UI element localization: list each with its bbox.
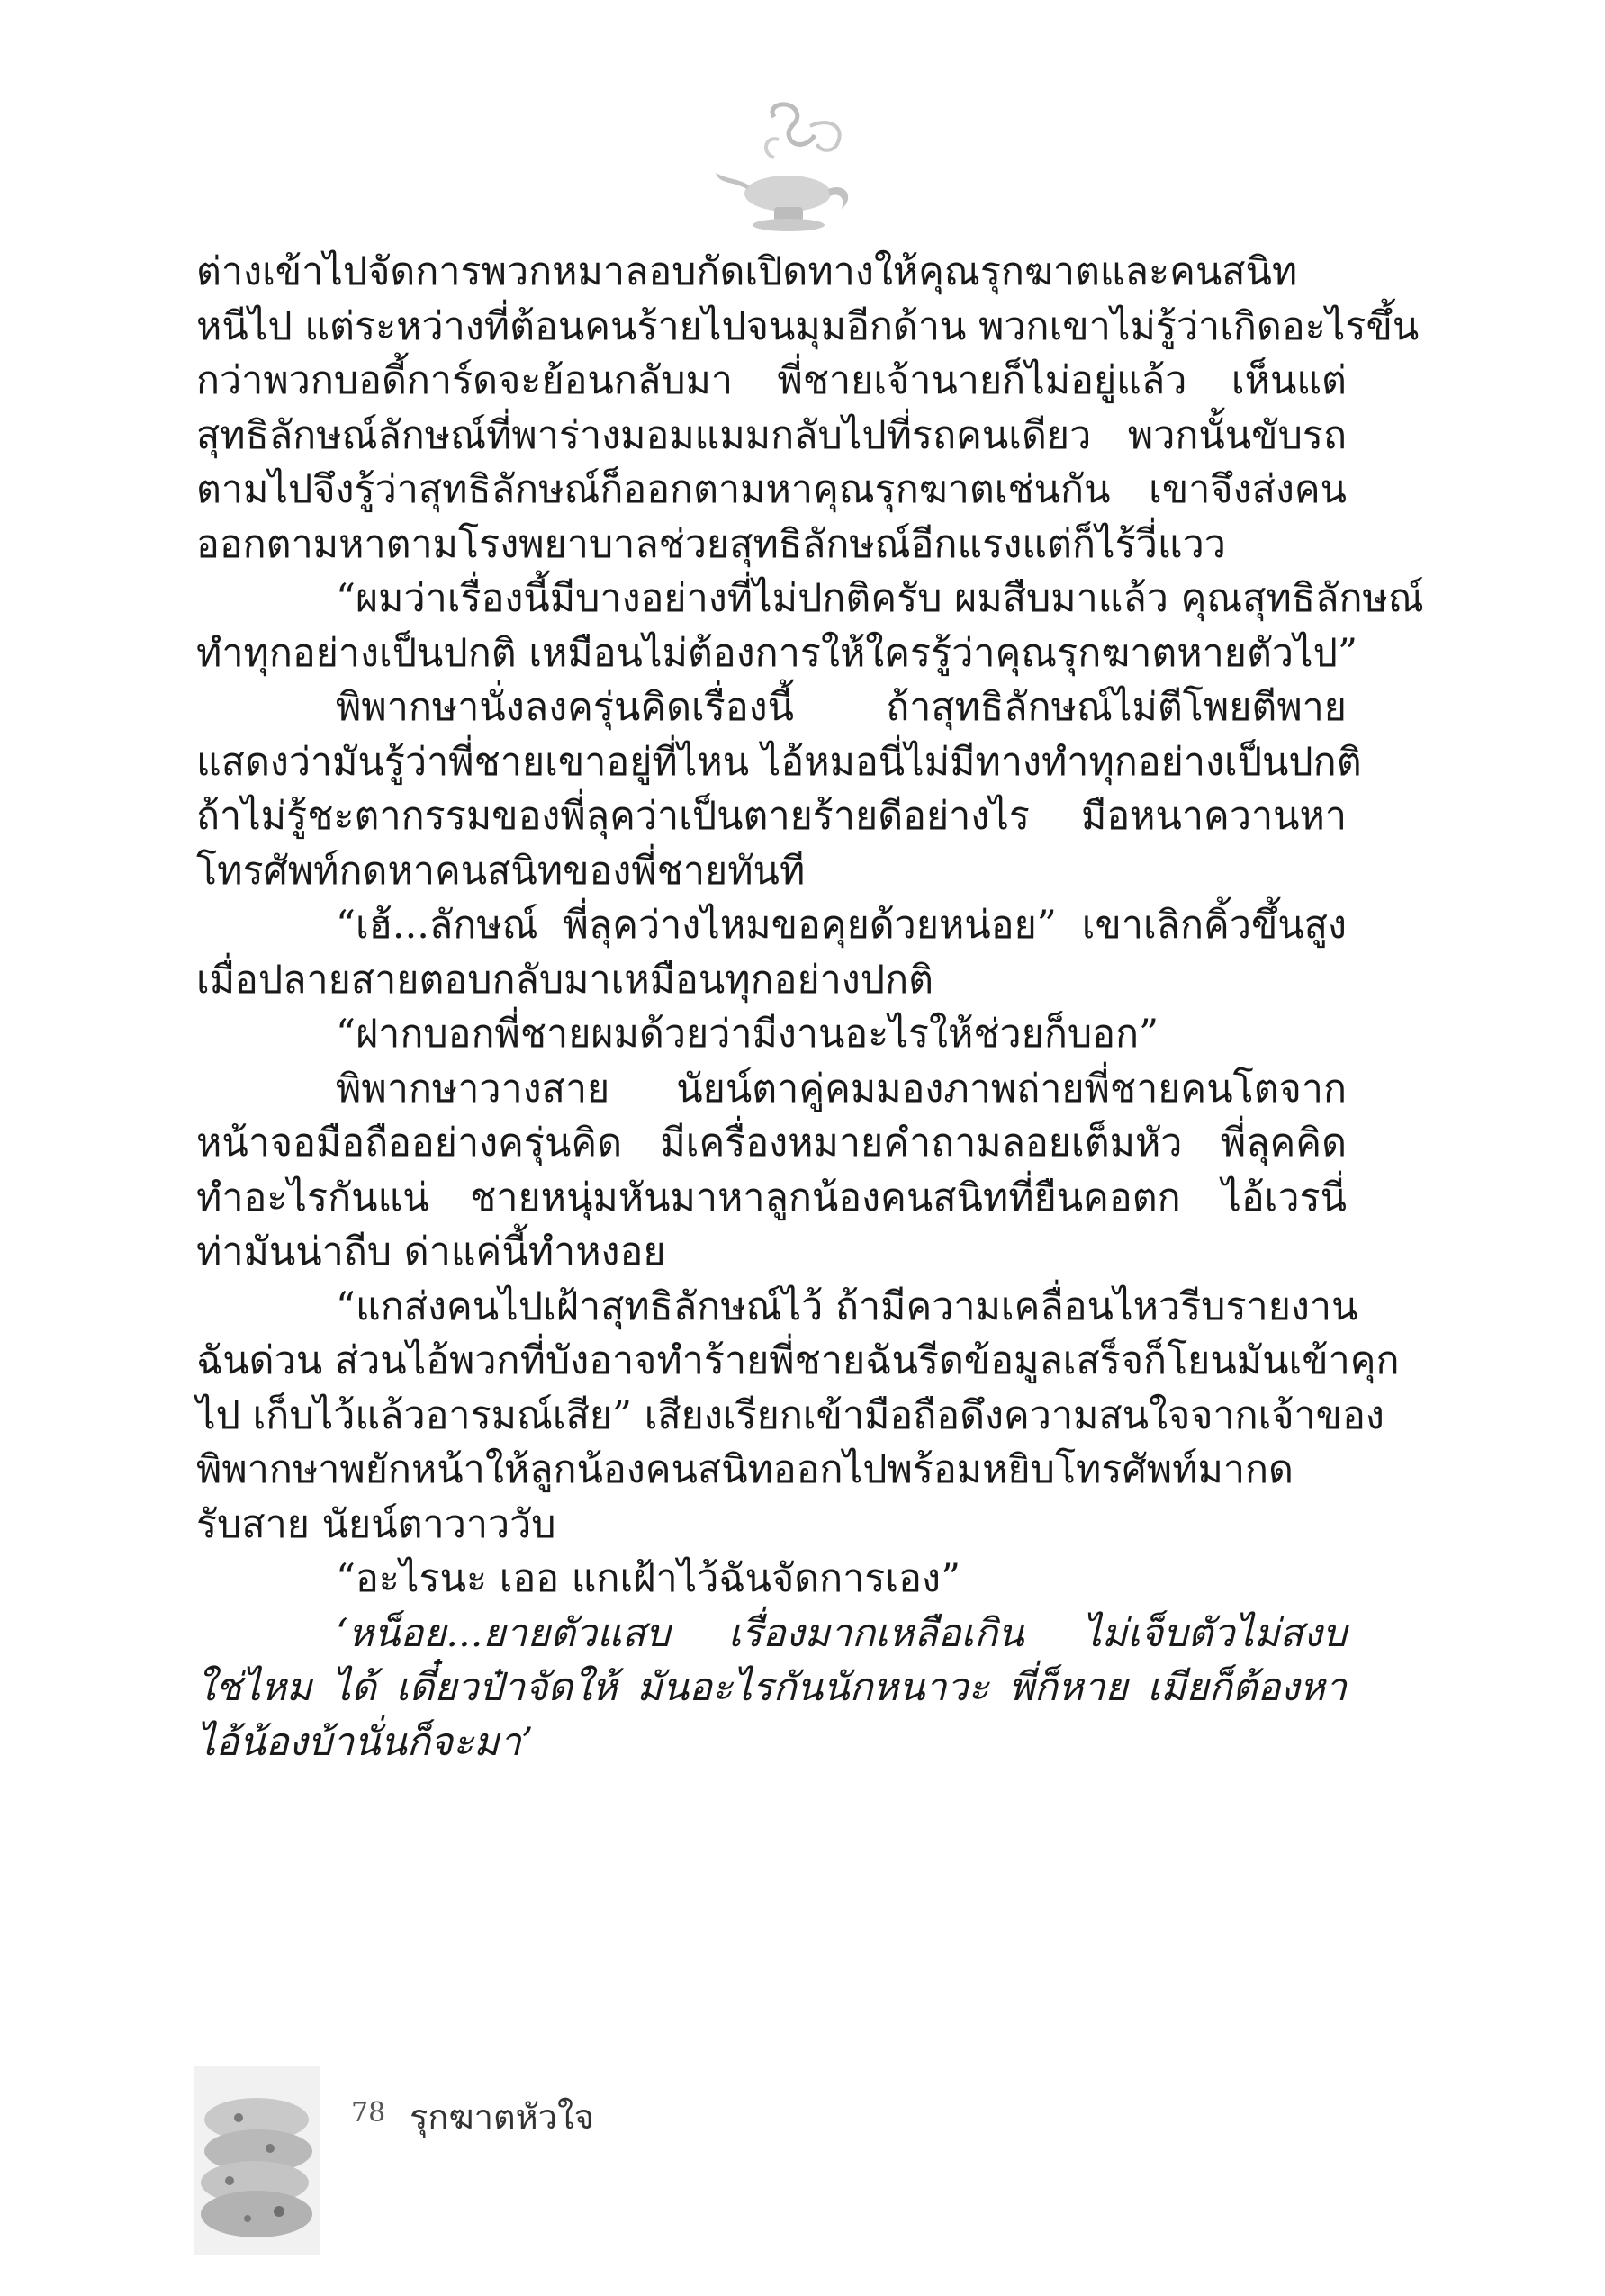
body-text — [196, 245, 1424, 1769]
text-line: “ฝากบอกพี่ชายผมด้วยว่ามีงานอะไรให้ช่วยก็บอก” — [336, 1012, 1159, 1057]
text-line: ออกตามหาตามโรงพยาบาลช่วยสุทธิลักษณ์อีกแรงแต่ก็ไร้วี่แวว — [196, 521, 1226, 567]
text-line: โทรศัพท์กดหาคนสนิทของพี่ชายทันที — [196, 848, 806, 894]
text-line: พิพากษาพยักหน้าให้ลูกน้องคนสนิทออกไปพร้อมหยิบโทรศัพท์มากด — [196, 1447, 1294, 1492]
paragraph — [196, 1007, 1347, 1062]
text-line: ทำอะไรกันแน่ ชายหนุ่มหันมาหาลูกน้องคนสนิทที่ยืนคอตก ไอ้เวรนี่ — [196, 1175, 1347, 1220]
text-line: ถ้าไม่รู้ชะตากรรมของพี่ลุคว่าเป็นตายร้ายดีอย่างไร มือหนาควานหา — [196, 794, 1347, 839]
paragraph — [196, 1280, 1400, 1553]
text-line: ท่ามันน่าถีบ ด่าแค่นี้ทำหงอย — [196, 1229, 666, 1274]
text-line: กว่าพวกบอดี้การ์ดจะย้อนกลับมา พี่ชายเจ้านายก็ไม่อยู่แล้ว เห็นแต่ — [196, 358, 1347, 403]
text-line: ตามไปจึงรู้ว่าสุทธิลักษณ์ก็ออกตามหาคุณรุกฆาตเช่นกัน เขาจึงส่งคน — [196, 467, 1347, 512]
paragraph — [196, 898, 1347, 1007]
paragraph — [196, 572, 1424, 680]
text-line: หน้าจอมือถืออย่างครุ่นคิด มีเครื่องหมายคำถามลอยเต็มหัว พี่ลุคคิด — [196, 1121, 1347, 1166]
paragraph — [196, 1062, 1347, 1280]
text-line: รับสาย นัยน์ตาวาววับ — [196, 1501, 556, 1547]
text-line: หนีไป แต่ระหว่างที่ต้อนคนร้ายไปจนมุมอีกด้าน พวกเขาไม่รู้ว่าเกิดอะไรขึ้น — [196, 303, 1420, 349]
text-line: ต่างเข้าไปจัดการพวกหมาลอบกัดเปิดทางให้คุณรุกฆาตและคนสนิท — [196, 249, 1298, 294]
text-line: ไอ้น้องบ้านั่นก็จะมา’ — [196, 1719, 534, 1765]
text-line: “เฮ้...ลักษณ์ พี่ลุคว่างไหมขอคุยด้วยหน่อย” เขาเลิกคิ้วขึ้นสูง — [336, 903, 1347, 948]
book-title: รุกฆาตหัวใจ — [410, 2097, 594, 2137]
text-line: ไป เก็บไว้แล้วอารมณ์เสีย” เสียงเรียกเข้ามือถือดึงความสนใจจากเจ้าของ — [196, 1392, 1384, 1438]
paragraph — [196, 245, 1420, 572]
text-line: ทำทุกอย่างเป็นปกติ เหมือนไม่ต้องการให้ใครรู้ว่าคุณรุกฆาตหายตัวไป” — [196, 630, 1357, 676]
page-footer — [194, 2066, 734, 2264]
paragraph — [196, 680, 1362, 898]
text-line: พิพากษาวางสาย นัยน์ตาคู่คมมองภาพถ่ายพี่ชายคนโตจาก — [336, 1066, 1347, 1112]
text-line: พิพากษานั่งลงครุ่นคิดเรื่องนี้ ถ้าสุทธิลักษณ์ไม่ตีโพยตีพาย — [336, 685, 1347, 730]
paragraph — [196, 1607, 1347, 1770]
text-line: ใช่ไหม ได้ เดี๋ยวป๋าจัดให้ มันอะไรกันนักหนาวะ พี่ก็หาย เมียก็ต้องหา — [196, 1665, 1347, 1710]
text-line: เมื่อปลายสายตอบกลับมาเหมือนทุกอย่างปกติ — [196, 957, 934, 1003]
paragraph — [196, 1552, 1347, 1607]
cookie-stack-icon — [194, 2066, 320, 2255]
page-number: 78 — [351, 2097, 386, 2129]
text-line: ฉันด่วน ส่วนไอ้พวกที่บังอาจทำร้ายพี่ชายฉันรีดข้อมูลเสร็จก็โยนมันเข้าคุก — [196, 1338, 1400, 1383]
text-line: “อะไรนะ เออ แกเฝ้าไว้ฉันจัดการเอง” — [336, 1556, 960, 1601]
text-line: ‘หน็อย...ยายตัวแสบ เรื่องมากเหลือเกิน ไม่เจ็บตัวไม่สงบ — [336, 1610, 1347, 1656]
genie-lamp-icon — [711, 99, 864, 234]
text-line: “ผมว่าเรื่องนี้มีบางอย่างที่ไม่ปกติครับ ผมสืบมาแล้ว คุณสุทธิลักษณ์ — [336, 576, 1424, 621]
text-line: แสดงว่ามันรู้ว่าพี่ชายเขาอยู่ที่ไหน ไอ้หมอนี่ไม่มีทางทำทุกอย่างเป็นปกติ — [196, 739, 1362, 785]
text-line: “แกส่งคนไปเฝ้าสุทธิลักษณ์ไว้ ถ้ามีความเคลื่อนไหวรีบรายงาน — [336, 1283, 1358, 1329]
text-line: สุทธิลักษณ์ลักษณ์ที่พาร่างมอมแมมกลับไปที่รถคนเดียว พวกนั้นขับรถ — [196, 412, 1347, 458]
